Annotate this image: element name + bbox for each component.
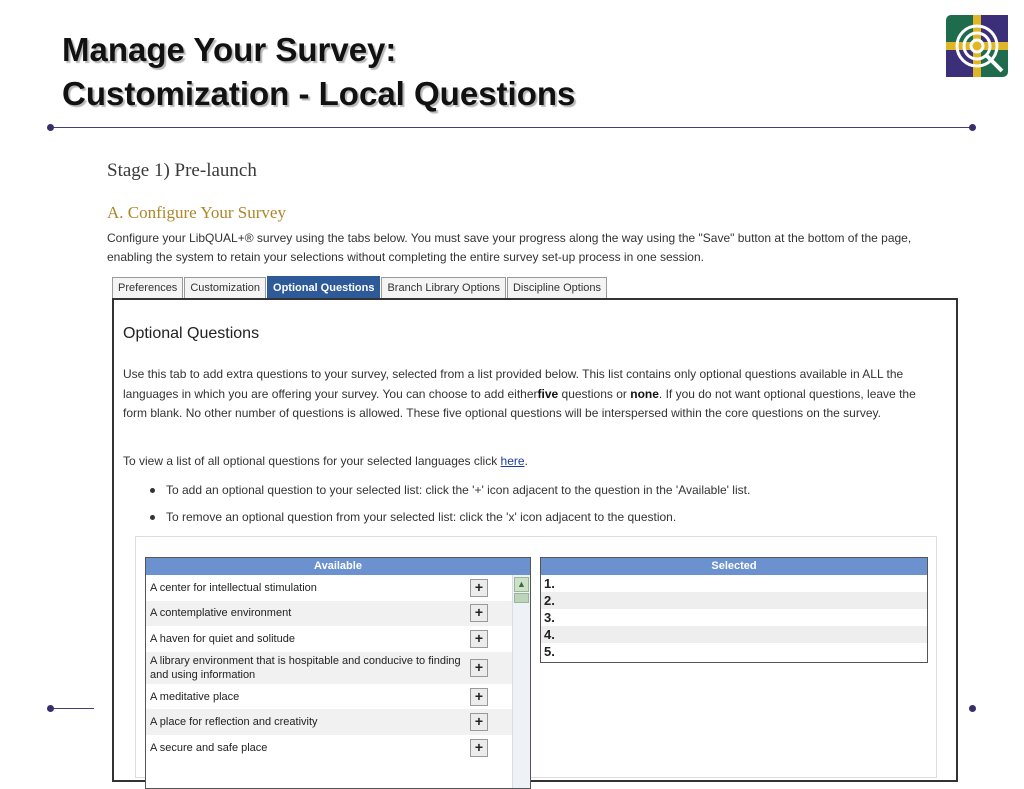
list-item: [146, 575, 512, 601]
available-scrollbar[interactable]: [512, 575, 530, 789]
slide-title: [62, 28, 575, 116]
bottom-divider-right-dot: [969, 705, 976, 712]
intro-text: Configure your LibQUAL+® survey using the tabs below. You must save your progress along the way using the "Save" button at the bottom of the page, enabling the system to retain your selections without completing the entire survey set-up process in one session.: [107, 231, 912, 264]
description-none: none: [630, 386, 659, 401]
top-divider: [50, 127, 972, 128]
list-item: [146, 652, 512, 684]
list-item: [146, 709, 512, 735]
top-divider-right-dot: [969, 124, 976, 131]
list-item: [146, 735, 512, 761]
add-question-button[interactable]: +: [470, 630, 488, 648]
question-text: A secure and safe place: [150, 741, 268, 754]
optional-questions-panel: [112, 298, 958, 782]
scroll-thumb[interactable]: [514, 593, 529, 603]
view-list-line: [123, 454, 528, 468]
top-divider-left-dot: [47, 124, 54, 131]
question-text: A meditative place: [150, 690, 240, 703]
add-question-button[interactable]: +: [470, 688, 488, 706]
add-question-button[interactable]: +: [470, 604, 488, 622]
available-list: [145, 557, 531, 789]
selected-slot: 1.: [544, 576, 555, 591]
libqual-logo-icon: [946, 15, 1008, 77]
list-item: [146, 601, 512, 627]
tab-branch-library-options[interactable]: Branch Library Options: [381, 277, 506, 298]
selected-slot: 4.: [541, 626, 927, 643]
here-link[interactable]: here: [500, 454, 525, 468]
selected-header: Selected: [541, 558, 927, 575]
question-text: A haven for quiet and solitude: [150, 632, 295, 645]
tab-discipline-options[interactable]: Discipline Options: [507, 277, 607, 298]
panel-heading: Optional Questions: [123, 325, 260, 342]
slide-title-line-2: Customization - Local Questions: [62, 75, 576, 112]
add-question-button[interactable]: +: [470, 713, 488, 731]
selected-list: [540, 557, 928, 663]
instruction-remove: To remove an optional question from your selected list: click the 'x' icon adjacent to the question.: [146, 507, 750, 534]
description-part-2: questions or: [558, 386, 631, 401]
question-text: A contemplative environment: [150, 607, 292, 620]
view-list-text: To view a list of all optional questions for your selected languages click: [123, 454, 501, 468]
description-part-3: . If you do not want optional questions, leave the form blank. No other number of questions is allowed. These five optional questions will be interspersed within the core questions on the survey.: [123, 386, 916, 420]
selected-slot: 5.: [544, 644, 555, 659]
tab-preferences[interactable]: Preferences: [112, 277, 183, 298]
stage-heading: Stage 1) Pre-launch: [107, 160, 257, 181]
description-part-1: Use this tab to add extra questions to your survey, selected from a list provided below. This list contains only optional questions available in ALL the languages in which you are offering your survey. You can choose to add either: [123, 367, 904, 401]
list-item: [146, 684, 512, 710]
description-five: five: [537, 386, 559, 401]
bottom-divider-left: [50, 708, 94, 709]
question-text: A place for reflection and creativity: [150, 716, 318, 729]
list-item: [146, 626, 512, 652]
add-question-button[interactable]: +: [470, 579, 488, 597]
question-text: A library environment that is hospitable and conducive to finding and using information: [150, 654, 461, 681]
scroll-up-icon[interactable]: ▲: [514, 577, 529, 592]
slide-title-line-1: Manage Your Survey:: [62, 31, 397, 68]
add-question-button[interactable]: +: [470, 659, 488, 677]
selected-items: [541, 575, 927, 660]
selected-slot: 3.: [544, 610, 555, 625]
tab-optional-questions[interactable]: Optional Questions: [267, 276, 380, 298]
available-header: Available: [146, 558, 530, 575]
selected-slot: 2.: [541, 592, 927, 609]
available-items: [146, 575, 512, 761]
instruction-list: [146, 480, 750, 534]
survey-tabs: [112, 277, 608, 298]
instruction-add: To add an optional question to your selected list: click the '+' icon adjacent to the question in the 'Available' list.: [146, 480, 750, 507]
bottom-divider-left-dot: [47, 705, 54, 712]
add-question-button[interactable]: +: [470, 739, 488, 757]
tab-customization[interactable]: Customization: [184, 277, 266, 298]
panel-description: [123, 365, 943, 424]
question-picker: [135, 536, 937, 778]
question-text: A center for intellectual stimulation: [150, 581, 317, 594]
view-list-suffix: .: [524, 454, 528, 468]
section-heading: A. Configure Your Survey: [107, 203, 286, 222]
